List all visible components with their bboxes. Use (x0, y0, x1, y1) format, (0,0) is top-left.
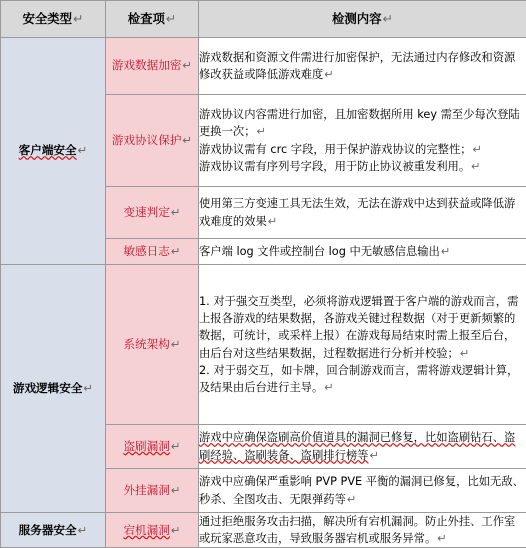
header-content: 检测内容↵ (199, 1, 526, 38)
content-cell: 通过拒绝服务攻击扫描，解决所有宕机漏洞。防止外挂、工作室或玩家恶意攻击，导致服务器宕机或服务异常。↵ (199, 513, 526, 548)
content-cell: 游戏中应确保严重影响 PVP PVE 平衡的漏洞已修复，比如无敌、秒杀、全图攻击、无限弹药等↵ (199, 469, 526, 513)
header-category: 安全类型↵ (1, 1, 106, 38)
category-cell: 服务器安全↵ (1, 513, 106, 548)
header-item: 检查项↵ (106, 1, 199, 38)
table-row (1, 513, 526, 548)
check-item-cell: 变速判定↵ (106, 187, 199, 239)
header-row (1, 1, 526, 38)
check-item-cell: 敏感日志↵ (106, 239, 199, 265)
check-item-cell: 游戏协议保护↵ (106, 95, 199, 187)
table-row (1, 38, 526, 95)
check-item-cell: 系统架构↵ (106, 265, 199, 425)
check-item-cell: 外挂漏洞↵ (106, 469, 199, 513)
content-cell: 游戏数据和资源文件需进行加密保护，无法通过内存修改和资源修改获益或降低游戏难度↵ (199, 38, 526, 95)
category-cell: 客户端安全↵ (1, 38, 106, 265)
content-cell: 游戏协议内容需进行加密，且加密数据所用 key 需至少每次登陆更换一次；↵ 游戏协议需有 crc 字段，用于保护游戏协议的完整性；↵ 游戏协议需有序列号字段，用于防止协议被重发利用。↵ (199, 95, 526, 187)
check-item-cell: 宕机漏洞↵ (106, 513, 199, 548)
content-cell: 1. 对于强交互类型，必须将游戏逻辑置于客户端的游戏而言，需上报各游戏的结果数据，各游戏关键过程数据（对于更新频繁的数据，可统计，或采样上报）在游戏每局结束时需上报至后台，由后台对这些结果数据，过程数据进行分析并校验；↵ 2. 对于弱交互，如卡牌，回合制游戏而言，需将游戏逻辑计算，及结果由后台进行主导。↵ (199, 265, 526, 425)
table-row (1, 265, 526, 425)
content-cell: 游戏中应确保盗刷高价值道具的漏洞已修复，比如盗刷钻石、盗刷经验、盗刷装备、盗刷排行榜等↵ (199, 425, 526, 469)
content-cell: 使用第三方变速工具无法生效，无法在游戏中达到获益或降低游戏难度的效果↵ (199, 187, 526, 239)
check-item-cell: 盗刷漏洞↵ (106, 425, 199, 469)
content-cell: 客户端 log 文件或控制台 log 中无敏感信息输出↵ (199, 239, 526, 265)
check-item-cell: 游戏数据加密↵ (106, 38, 199, 95)
category-cell: 游戏逻辑安全↵ (1, 265, 106, 513)
